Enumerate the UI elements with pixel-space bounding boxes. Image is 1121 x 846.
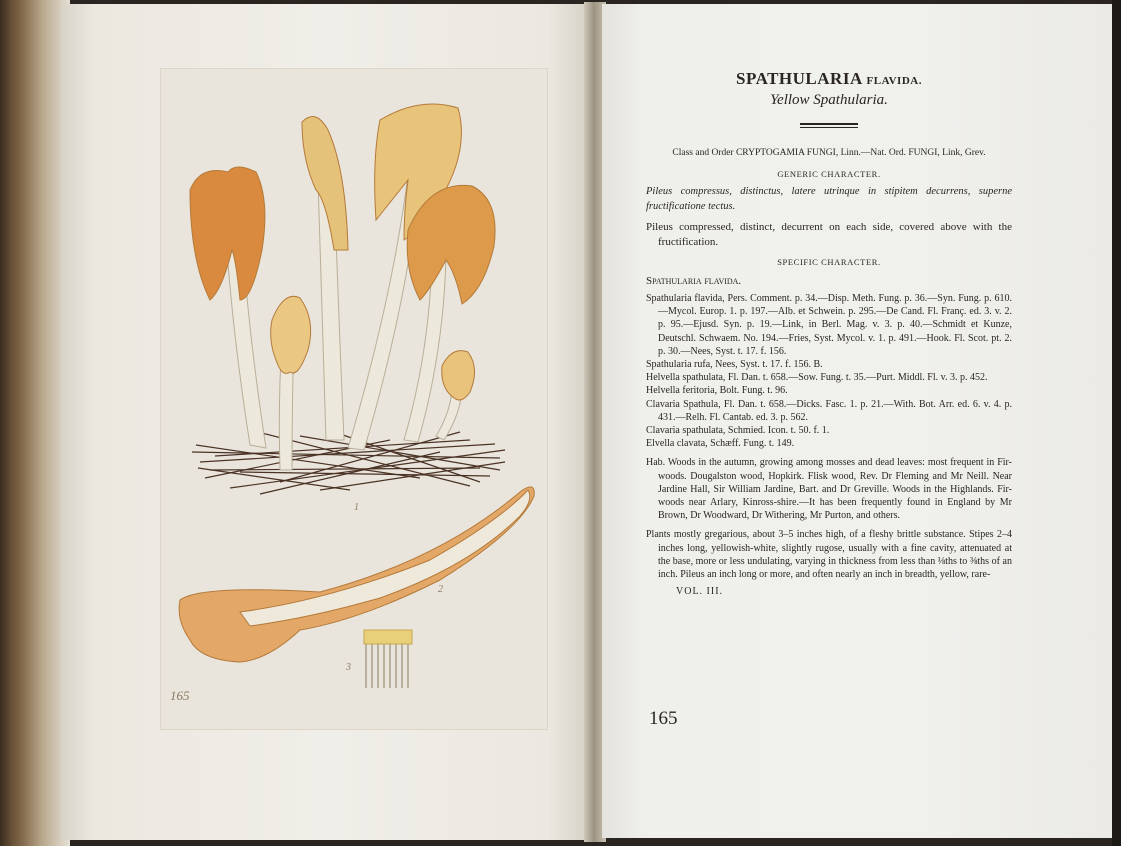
synonym-list — [646, 292, 1012, 450]
generic-english: Pileus compressed, distinct, decurrent on each side, covered above with the fructification. — [646, 221, 1012, 248]
title-rule — [800, 123, 858, 125]
section-figure — [179, 487, 534, 662]
species-name: Spathularia flavida. — [646, 274, 742, 287]
synonym-item: Spathularia flavida, Pers. Comment. p. 34.—Disp. Meth. Fung. p. 36.—Syn. Fung. p. 610.—Mycol. Europ. 1. p. 197.—Alb. et Schwein. p. 295.—De Cand. Fl. Franç. ed. 3. v. 2. p. 95.—Ejusd. Syn. p. 19.—Link, in Berl. Mag. v. 3. p. 40.—Schmidt et Kunze, Deutschl. Schwaem. No. 194.—Fries, Syst. Mycol. v. 1. p. 491.—Hook. Fl. Scot. pt. 2. p. 30.—Nees, Syst. t. 17. f. 156. — [646, 293, 1012, 357]
synonym-item: Clavaria spathulata, Schmied. Icon. t. 50. f. 1. — [646, 425, 830, 437]
asci-figure — [364, 630, 412, 688]
figure-label-1: 1 — [354, 502, 359, 513]
classification: Class and Order CRYPTOGAMIA FUNGI, Linn.—Nat. Ord. FUNGI, Link, Grev. — [672, 148, 986, 158]
pilei — [190, 104, 495, 400]
specific-heading: SPECIFIC CHARACTER. — [777, 257, 881, 267]
plate-number: 165 — [170, 688, 190, 703]
page-text — [646, 69, 1012, 600]
synonym-item: Elvella clavata, Schæff. Fung. t. 149. — [646, 438, 795, 450]
title-rule-thin — [800, 127, 858, 128]
synonym-item: Spathularia rufa, Nees, Syst. t. 17. f. 156. B. — [646, 359, 823, 371]
habitat: Hab. Woods in the autumn, growing among mosses and dead leaves: most frequent in Fir-woods. Dougalston wood, Hopkirk. Flisk wood, Rev. Dr Fleming and Mr Neill. Near Jardine Hall, Sir William Jardine, Bart. and Dr Greville. Woods in the Highlands. Fir-woods near Arlary, Kinross-shire.—It has been frequently found in England by Mr Brown, Dr Woodward, Dr Withering, Mr Purton, and others. — [646, 457, 1012, 522]
page-title: SPATHULARIA FLAVIDA. — [736, 69, 922, 88]
synonym-item: Helvella feritoria, Bolt. Fung. t. 96. — [646, 385, 788, 397]
page-number: 165 — [649, 708, 678, 729]
pine-needles — [192, 430, 505, 494]
page-subtitle: Yellow Spathularia. — [770, 91, 888, 108]
page-edge — [1112, 0, 1121, 846]
synonym-item: Helvella spathulata, Fl. Dan. t. 658.—Sow. Fung. t. 35.—Purt. Middl. Fl. v. 3. p. 452. — [646, 372, 988, 384]
figure-label-2: 2 — [438, 584, 443, 595]
description: Plants mostly gregarious, about 3–5 inches high, of a fleshy brittle substance. Stipes 2–4 inches long, yellowish-white, slightly rugose, usually with a fine cavity, attenuated at the base, more or less undulating, varying in thickness from less than ⅛ths to ⅜ths of an inch. Pileus an inch long or more, and often nearly an inch in breadth, yellow, rare- — [646, 529, 1012, 581]
generic-latin: Pileus compressus, distinctus, latere utrinque in stipitem decurrens, superne fructificatione tectus. — [646, 186, 1012, 212]
figure-label-3: 3 — [346, 662, 351, 673]
volume-label: VOL. III. — [676, 586, 724, 598]
generic-heading: GENERIC CHARACTER. — [777, 168, 881, 179]
synonym-item: Clavaria Spathula, Fl. Dan. t. 658.—Dicks. Fasc. 1. p. 21.—With. Bot. Arr. ed. 6. v. 4. p. 431.—Relh. Fl. Cantab. ed. 3. p. 562. — [646, 398, 1012, 423]
